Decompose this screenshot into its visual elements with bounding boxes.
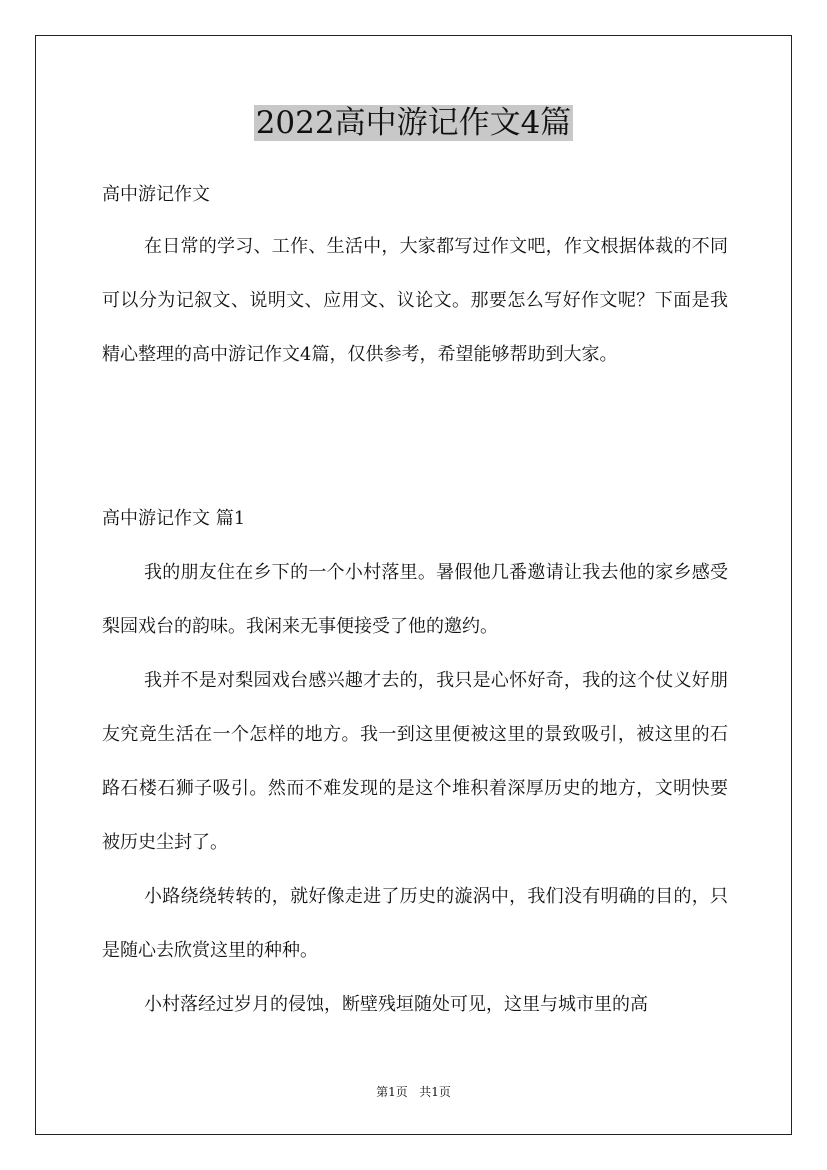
intro-heading: 高中游记作文 (102, 184, 210, 205)
page-footer: 第1页 共1页 (376, 1085, 451, 1099)
section1-paragraph-3: 小路绕绕转转的，就好像走进了历史的漩涡中，我们没有明确的目的，只是随心去欣赏这里的种种。 (102, 886, 728, 961)
section1-paragraph-2: 我并不是对梨园戏台感兴趣才去的，我只是心怀好奇，我的这个仗义好朋友究竟生活在一个怎样的地方。我一到这里便被这里的景致吸引，被这里的石路石楼石狮子吸引。然而不难发现的是这个堆积着深厚历史的地方，文明快要被历史尘封了。 (102, 670, 728, 853)
intro-paragraph: 在日常的学习、工作、生活中，大家都写过作文吧，作文根据体裁的不同可以分为记叙文、说明文、应用文、议论文。那要怎么写好作文呢？下面是我精心整理的高中游记作文4篇，仅供参考，希望能够帮助到大家。 (102, 236, 728, 365)
section1-heading: 高中游记作文 篇1 (102, 508, 246, 529)
section1-paragraph-4: 小村落经过岁月的侵蚀，断壁残垣随处可见，这里与城市里的高 (144, 994, 648, 1015)
document-title (0, 103, 827, 143)
document-title-text: 2022高中游记作文4篇 (255, 105, 572, 141)
section1-paragraph-1: 我的朋友住在乡下的一个小村落里。暑假他几番邀请让我去他的家乡感受梨园戏台的韵味。我闲来无事便接受了他的邀约。 (102, 562, 728, 637)
